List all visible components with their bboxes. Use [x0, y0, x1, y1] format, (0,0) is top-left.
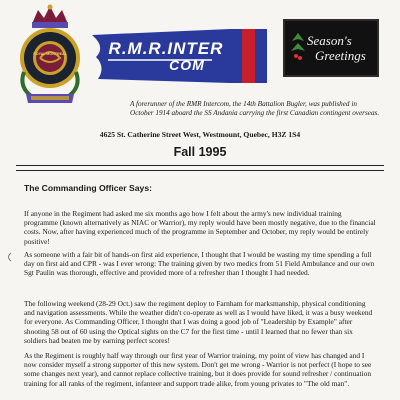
- holly-icon: [290, 31, 306, 65]
- paragraph-4: As the Regiment is roughly half way through our first year of Warrior training, my point of view has changed and I now consider myself a strong supporter of this new system. Don't get me wrong - Warrior is not perfect (I hope to see some changes next year), and cannot replace collective training, but it does provide for sound refresher / continuation training for all ranks of the regiment, infanteer and support trade alike, from young privates to "The old man".: [24, 351, 372, 388]
- binding-hole-mark: [5, 252, 12, 262]
- regiment-address: 4625 St. Catherine Street West, Westmount, Quebec, H3Z 1S4: [99, 130, 301, 139]
- rmr-intercom-banner: [92, 27, 276, 85]
- seasons-greetings-box: [283, 19, 379, 77]
- paragraph-1: If anyone in the Regiment had asked me six months ago how I felt about the army's new individual training programme (known alternatively as NIAC or Warrior), my reply would have been mostly negative, due to the financial costs. Now, after having experienced much of the programme in September and October, my reply would be entirely positive!: [24, 209, 376, 246]
- paragraph-2: As someone with a fair bit of hands-on first aid experience, I thought that I would be wasting my time spending a full day on first aid and CPR - was I ever wrong: The training given by two medics from 51 Field Ambulance and our own Sgt Paulin was thorough, effective and provided more of a refresher than I thought I had needed.: [24, 250, 375, 278]
- section-heading: The Commanding Officer Says:: [24, 183, 152, 193]
- banner-title-line2: COM: [169, 57, 205, 73]
- divider-top: [16, 165, 384, 166]
- crest-motto-text: ROYAL MONTREAL: [33, 52, 67, 56]
- greeting-line2: Greetings: [315, 48, 366, 63]
- forerunner-note: A forerunner of the RMR Intercom, the 14th Battalion Bugler, was published in October 1914 aboard the SS Andania carrying the first Canadian contingent overseas.: [130, 100, 380, 117]
- divider-bottom: [16, 170, 384, 171]
- banner-title-line1: R.M.R.INTER: [108, 39, 224, 58]
- paragraph-3: The following weekend (28-29 Oct.) saw the regiment deploy to Farnham for marksmanship, physical conditioning and navigation assessments. While the weather didn't co-operate as well as I would have liked, it was a busy weekend for everyone. As Commanding Officer, I thought that I was doing a good job of "Leadership by Example" after shooting 58 out of 60 using the Optical sights on the C7 for the first time - until I learned that no fewer than six soldiers had beaten me by earning perfect scores!: [24, 299, 373, 345]
- issue-title: Fall 1995: [173, 145, 227, 159]
- greeting-line1: Season's: [307, 33, 352, 48]
